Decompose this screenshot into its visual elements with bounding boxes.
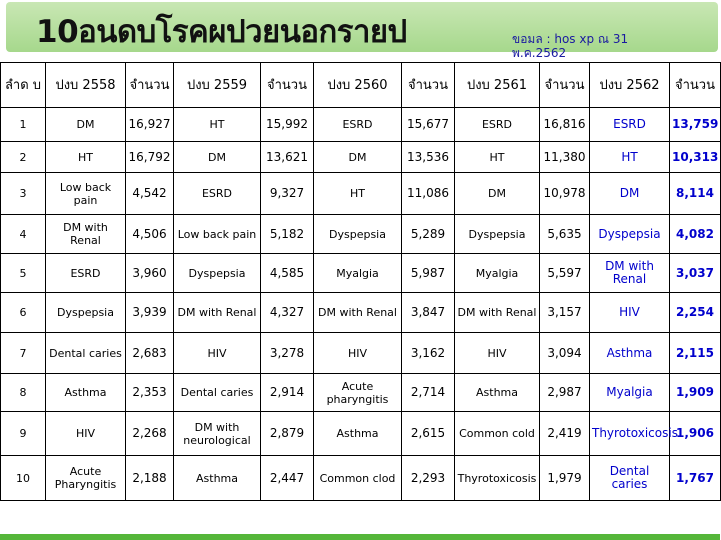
cell-rank: 1: [1, 108, 46, 142]
cell-n58: 16,792: [126, 142, 174, 173]
cell-d58: DM with Renal: [46, 215, 126, 254]
cell-n60: 5,289: [402, 215, 455, 254]
cell-d62: DM: [590, 173, 670, 215]
cell-n62: 13,759: [670, 108, 721, 142]
cell-d62: ESRD: [590, 108, 670, 142]
table-row: [1, 412, 721, 456]
header-year-2560: ปงบ 2560: [314, 63, 402, 108]
cell-rank: 4: [1, 215, 46, 254]
cell-n62: 1,767: [670, 456, 721, 501]
header-count-2558: จำนวน: [126, 63, 174, 108]
cell-rank: 3: [1, 173, 46, 215]
cell-d59: DM: [174, 142, 261, 173]
cell-d62: Dental caries: [590, 456, 670, 501]
cell-n59: 2,879: [261, 412, 314, 456]
table-row: [1, 293, 721, 333]
cell-d62: HIV: [590, 293, 670, 333]
cell-n61: 5,635: [540, 215, 590, 254]
cell-d62: Myalgia: [590, 374, 670, 412]
cell-d58: Acute Pharyngitis: [46, 456, 126, 501]
table-row: [1, 254, 721, 293]
cell-n58: 2,188: [126, 456, 174, 501]
cell-d60: DM: [314, 142, 402, 173]
cell-n61: 2,419: [540, 412, 590, 456]
cell-n58: 2,683: [126, 333, 174, 374]
data-source-note: ขอมล : hos xp ณ 31 พ.ค.2562: [512, 32, 629, 60]
cell-n60: 2,714: [402, 374, 455, 412]
cell-n61: 3,094: [540, 333, 590, 374]
table-row: [1, 333, 721, 374]
cell-n61: 11,380: [540, 142, 590, 173]
cell-rank: 7: [1, 333, 46, 374]
cell-n61: 1,979: [540, 456, 590, 501]
header-count-2559: จำนวน: [261, 63, 314, 108]
cell-n60: 11,086: [402, 173, 455, 215]
cell-rank: 9: [1, 412, 46, 456]
cell-n62: 4,082: [670, 215, 721, 254]
cell-d59: Asthma: [174, 456, 261, 501]
cell-n61: 3,157: [540, 293, 590, 333]
cell-d61: HIV: [455, 333, 540, 374]
cell-rank: 8: [1, 374, 46, 412]
header-year-2562: ปงบ 2562: [590, 63, 670, 108]
cell-d58: Asthma: [46, 374, 126, 412]
cell-d60: HT: [314, 173, 402, 215]
cell-d59: Dyspepsia: [174, 254, 261, 293]
cell-n58: 3,960: [126, 254, 174, 293]
cell-d59: DM with Renal: [174, 293, 261, 333]
cell-n58: 4,542: [126, 173, 174, 215]
cell-d59: ESRD: [174, 173, 261, 215]
cell-n59: 4,327: [261, 293, 314, 333]
cell-d62: DM with Renal: [590, 254, 670, 293]
cell-n58: 3,939: [126, 293, 174, 333]
header-count-2562: จำนวน: [670, 63, 721, 108]
cell-d61: Common cold: [455, 412, 540, 456]
header-count-2560: จำนวน: [402, 63, 455, 108]
cell-d59: HIV: [174, 333, 261, 374]
cell-d62: Asthma: [590, 333, 670, 374]
table-row: [1, 108, 721, 142]
cell-n60: 2,615: [402, 412, 455, 456]
cell-n61: 10,978: [540, 173, 590, 215]
cell-n59: 9,327: [261, 173, 314, 215]
cell-d61: Dyspepsia: [455, 215, 540, 254]
cell-n62: 2,254: [670, 293, 721, 333]
page-title: 10อนดบโรคผปวยนอกรายป: [36, 14, 407, 50]
cell-n59: 2,447: [261, 456, 314, 501]
cell-d61: ESRD: [455, 108, 540, 142]
cell-d60: Asthma: [314, 412, 402, 456]
cell-d61: HT: [455, 142, 540, 173]
cell-n59: 3,278: [261, 333, 314, 374]
cell-d60: Common clod: [314, 456, 402, 501]
table-row: [1, 142, 721, 173]
cell-n60: 5,987: [402, 254, 455, 293]
cell-n62: 1,906: [670, 412, 721, 456]
cell-d60: ESRD: [314, 108, 402, 142]
cell-d62: HT: [590, 142, 670, 173]
cell-d58: Low back pain: [46, 173, 126, 215]
cell-d58: Dyspepsia: [46, 293, 126, 333]
cell-n62: 3,037: [670, 254, 721, 293]
cell-rank: 2: [1, 142, 46, 173]
cell-d59: DM with neurological: [174, 412, 261, 456]
header-rank: ลำด บ: [1, 63, 46, 108]
cell-d60: Acute pharyngitis: [314, 374, 402, 412]
cell-d59: Low back pain: [174, 215, 261, 254]
cell-d61: DM: [455, 173, 540, 215]
cell-n60: 3,162: [402, 333, 455, 374]
table-row: [1, 374, 721, 412]
cell-n59: 5,182: [261, 215, 314, 254]
cell-n60: 3,847: [402, 293, 455, 333]
bottom-rule: [0, 534, 720, 540]
cell-d58: Dental caries: [46, 333, 126, 374]
cell-d58: DM: [46, 108, 126, 142]
cell-d60: Myalgia: [314, 254, 402, 293]
cell-n58: 16,927: [126, 108, 174, 142]
cell-d61: Myalgia: [455, 254, 540, 293]
cell-n58: 4,506: [126, 215, 174, 254]
header-year-2561: ปงบ 2561: [455, 63, 540, 108]
cell-n62: 1,909: [670, 374, 721, 412]
cell-d58: HT: [46, 142, 126, 173]
cell-n59: 4,585: [261, 254, 314, 293]
cell-rank: 5: [1, 254, 46, 293]
table-row: [1, 215, 721, 254]
cell-d62: Dyspepsia: [590, 215, 670, 254]
header-year-2559: ปงบ 2559: [174, 63, 261, 108]
table-header-row: [1, 63, 721, 108]
cell-n60: 2,293: [402, 456, 455, 501]
table-row: [1, 173, 721, 215]
cell-n61: 5,597: [540, 254, 590, 293]
header-year-2558: ปงบ 2558: [46, 63, 126, 108]
cell-d61: DM with Renal: [455, 293, 540, 333]
cell-n62: 10,313: [670, 142, 721, 173]
cell-d58: ESRD: [46, 254, 126, 293]
cell-rank: 10: [1, 456, 46, 501]
cell-d58: HIV: [46, 412, 126, 456]
cell-d62: Thyrotoxicosis: [590, 412, 670, 456]
cell-n61: 2,987: [540, 374, 590, 412]
table-row: [1, 456, 721, 501]
cell-n58: 2,268: [126, 412, 174, 456]
cell-n59: 13,621: [261, 142, 314, 173]
cell-n62: 8,114: [670, 173, 721, 215]
cell-d60: DM with Renal: [314, 293, 402, 333]
cell-n58: 2,353: [126, 374, 174, 412]
cell-d60: Dyspepsia: [314, 215, 402, 254]
top-10-opd-diseases-table: [0, 62, 721, 501]
cell-d61: Asthma: [455, 374, 540, 412]
header-count-2561: จำนวน: [540, 63, 590, 108]
cell-d61: Thyrotoxicosis: [455, 456, 540, 501]
cell-n60: 15,677: [402, 108, 455, 142]
cell-n62: 2,115: [670, 333, 721, 374]
cell-d60: HIV: [314, 333, 402, 374]
cell-n60: 13,536: [402, 142, 455, 173]
cell-rank: 6: [1, 293, 46, 333]
cell-d59: Dental caries: [174, 374, 261, 412]
cell-d59: HT: [174, 108, 261, 142]
cell-n59: 2,914: [261, 374, 314, 412]
cell-n61: 16,816: [540, 108, 590, 142]
cell-n59: 15,992: [261, 108, 314, 142]
